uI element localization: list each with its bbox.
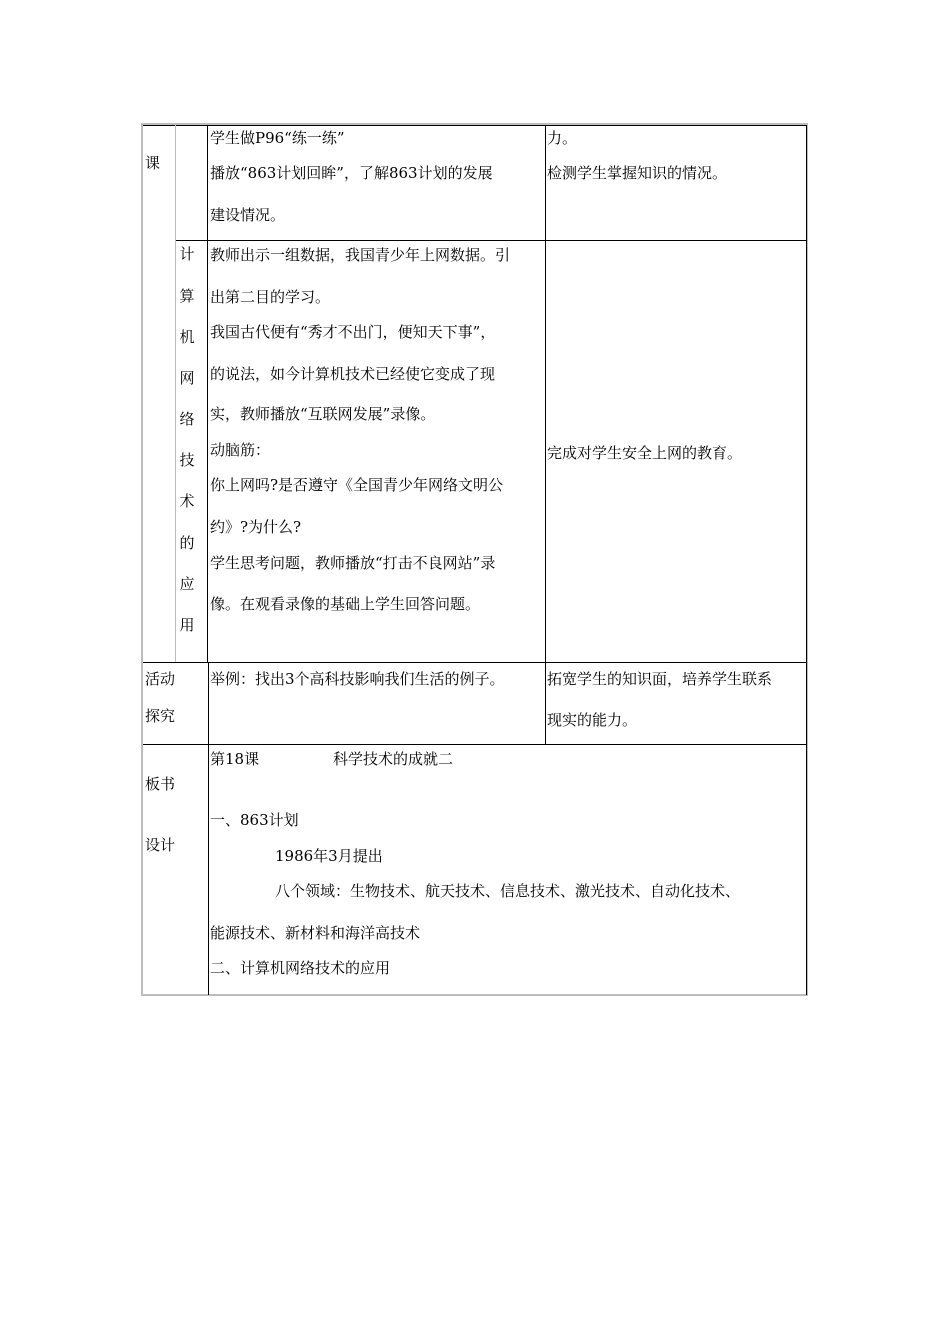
- row3-purpose-line-1: 拓宽学生的知识面，培养学生联系: [547, 670, 773, 688]
- row2-content-line: 的说法，如今计算机技术已经使它变成了现: [210, 365, 496, 383]
- row2-content-line: 实，教师播放“互联网发展”录像。: [210, 405, 436, 423]
- row1-content-line-1: 学生做P96“练一练”: [210, 129, 345, 147]
- content-column-divider-upper: [207, 125, 208, 662]
- board-line: 能源技术、新材料和海洋高技术: [210, 924, 421, 942]
- row2-purpose: 完成对学生安全上网的教育。: [547, 444, 743, 462]
- row2-content-line: 约》?为什么?: [210, 518, 302, 536]
- board-title: 科学技术的成就二: [333, 750, 454, 768]
- label-column-divider: [175, 125, 176, 662]
- row-divider-1: [175, 240, 807, 241]
- board-line: 一、863计划: [210, 811, 299, 829]
- board-line: 二、计算机网络技术的应用: [210, 959, 391, 977]
- content-column-divider-lower: [208, 662, 209, 995]
- row1-content-line-2: 播放“863计划回眸”，了解863计划的发展: [210, 164, 493, 182]
- row3-label-line-1: 活动: [145, 670, 176, 688]
- row2-sublabel-char: 技: [179, 451, 195, 469]
- row2-sublabel-char: 的: [179, 534, 195, 552]
- row2-sublabel-char: 用: [179, 616, 195, 634]
- row1-purpose-line-2: 检测学生掌握知识的情况。: [547, 164, 728, 182]
- row4-label-line-1: 板书: [145, 775, 176, 793]
- row3-content: 举例：找出3个高科技影响我们生活的例子。: [210, 670, 505, 688]
- row2-content-line: 像。在观看录像的基础上学生回答问题。: [210, 595, 481, 613]
- row2-sublabel-char: 计: [179, 245, 195, 263]
- row2-sublabel-char: 络: [179, 410, 195, 428]
- row1-label: 课: [145, 154, 161, 172]
- row3-purpose-line-2: 现实的能力。: [547, 711, 638, 729]
- row1-content-line-3: 建设情况。: [210, 206, 286, 224]
- row4-label-line-2: 设计: [145, 836, 176, 854]
- row2-sublabel-char: 机: [179, 328, 195, 346]
- row2-content-line: 动脑筋：: [210, 441, 271, 459]
- row2-content-line: 出第二目的学习。: [210, 288, 331, 306]
- row-divider-2: [143, 662, 807, 663]
- row2-sublabel-char: 算: [179, 287, 195, 305]
- row1-purpose-line-1: 力。: [547, 129, 578, 147]
- row-divider-3: [143, 744, 807, 745]
- row2-sublabel-char: 术: [179, 492, 195, 510]
- purpose-column-divider: [545, 125, 546, 745]
- board-line: 1986年3月提出: [275, 847, 383, 865]
- row2-content-line: 我国古代便有“秀才不出门，便知天下事”，: [210, 323, 496, 341]
- board-line: 八个领域：生物技术、航天技术、信息技术、激光技术、自动化技术、: [275, 882, 741, 900]
- row2-content-line: 你上网吗?是否遵守《全国青少年网络文明公: [210, 476, 504, 494]
- row2-sublabel-char: 网: [179, 369, 195, 387]
- table-top-border: [143, 125, 807, 126]
- row2-content-line: 教师出示一组数据，我国青少年上网数据。引: [210, 246, 511, 264]
- row2-sublabel-char: 应: [179, 575, 195, 593]
- row3-label-line-2: 探究: [145, 707, 176, 725]
- row2-content-line: 学生思考问题，教师播放“打击不良网站”录: [210, 554, 496, 572]
- table-right-border: [806, 125, 807, 995]
- board-lesson-number: 第18课: [210, 750, 260, 768]
